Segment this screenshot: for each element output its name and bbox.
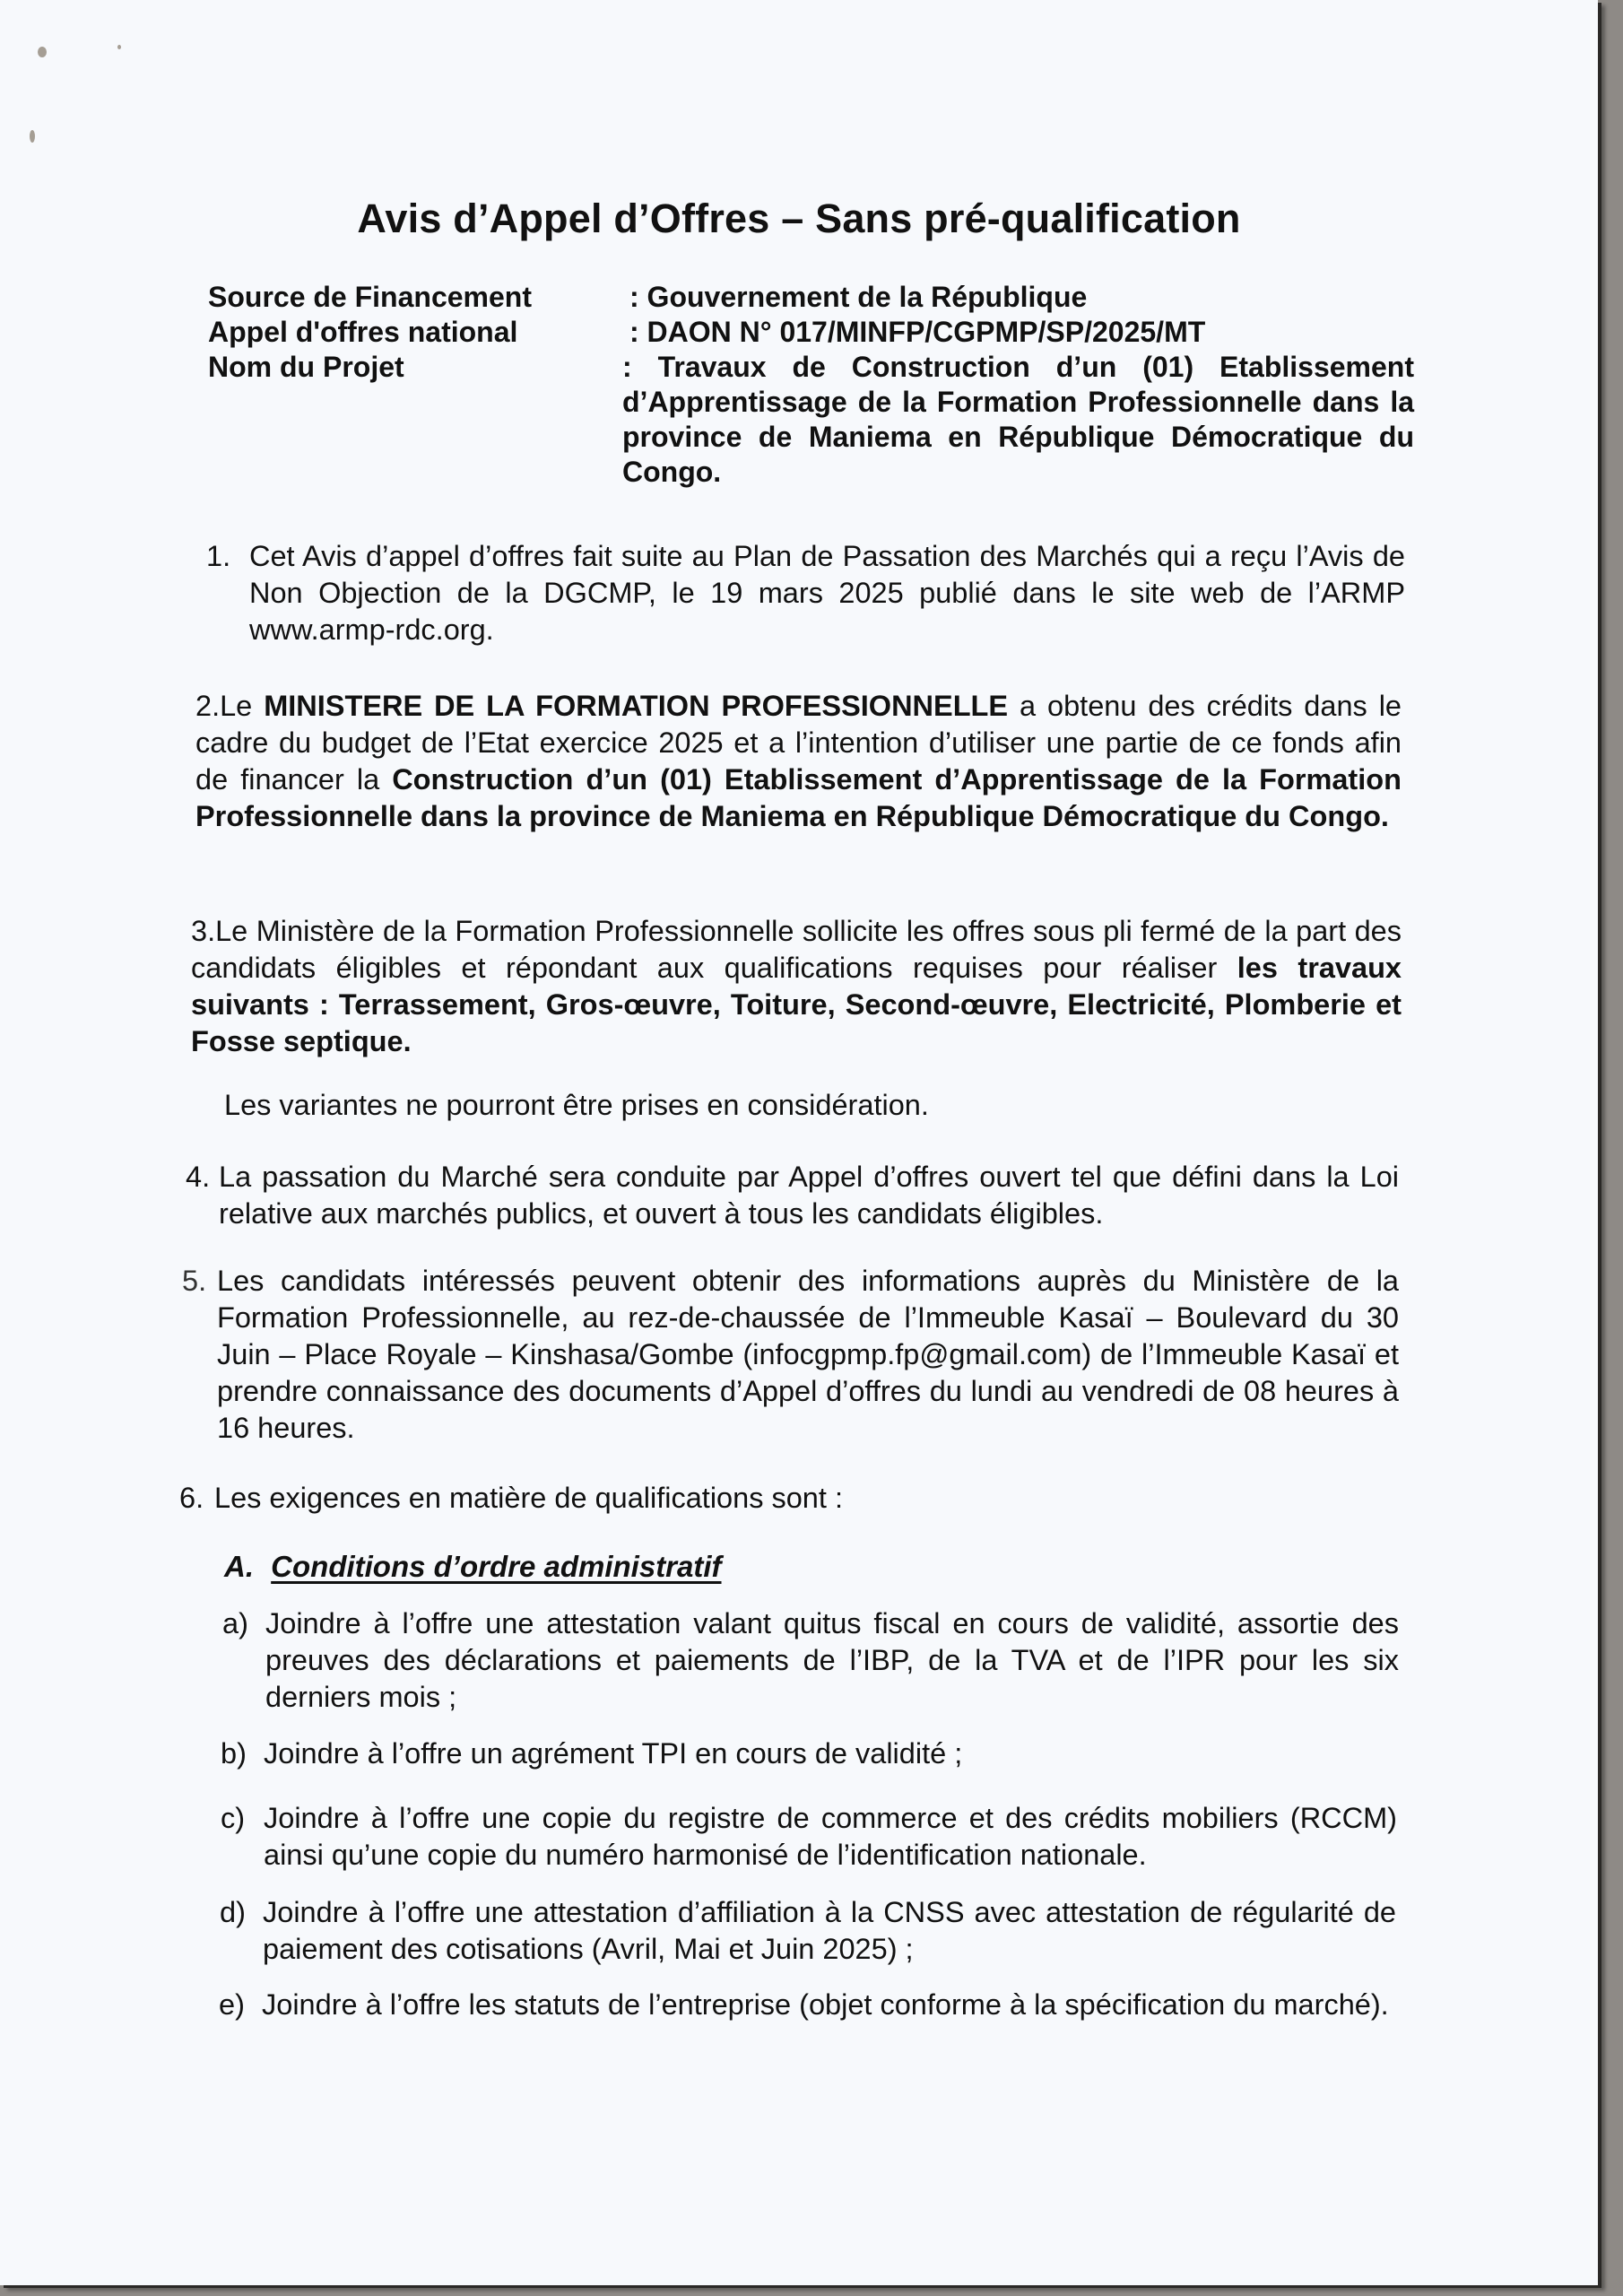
meta-row-funding <box>208 280 1414 315</box>
section-marker: A. <box>224 1550 254 1583</box>
section-title: Conditions d’ordre administratif <box>271 1550 722 1583</box>
list-marker: a) <box>222 1607 248 1639</box>
ministry-name: MINISTERE DE LA FORMATION PROFESSIONNELLE <box>264 690 1009 722</box>
paragraph-number: 2. <box>195 690 221 722</box>
paragraph-text: Le Ministère de la Formation Professionnelle sollicite les offres sous pli fermé de la part des candidats éligibles et répondant aux qualifications requises pour réaliser <box>191 915 1402 984</box>
meta-value: : Travaux de Construction d’un (01) Etablissement d’Apprentissage de la Formation Professionnelle dans la province de Maniema en République Démocratique du Congo. <box>622 351 1414 488</box>
paragraph-6 <box>179 1480 1399 1517</box>
list-marker: b) <box>221 1737 247 1770</box>
paragraph-text: Cet Avis d’appel d’offres fait suite au Plan de Passation des Marchés qui a reçu l’Avis de Non Objection de la DGCMP, le 19 mars 2025 publié dans le site web de l’ARMP www.armp-rdc.org. <box>249 540 1405 646</box>
list-text: Joindre à l’offre une copie du registre de commerce et des crédits mobiliers (RCCM) ainsi qu’une copie du numéro harmonisé de l’identification nationale. <box>264 1802 1397 1871</box>
paragraph-text: Le <box>220 690 265 722</box>
scan-speck <box>30 130 35 143</box>
paragraph-number: 6. <box>179 1482 204 1514</box>
paragraph-number: 5. <box>182 1265 207 1297</box>
list-marker: c) <box>221 1802 246 1834</box>
meta-label: Nom du Projet <box>208 351 404 383</box>
list-marker: e) <box>219 1988 245 2021</box>
meta-label: Appel d'offres national <box>208 316 518 348</box>
meta-value: : Gouvernement de la République <box>629 281 1088 313</box>
meta-row-tender <box>208 315 1414 350</box>
list-item-b <box>221 1735 1397 1772</box>
list-item-a <box>222 1605 1399 1716</box>
list-text: Joindre à l’offre une attestation valant quitus fiscal en cours de validité, assortie des preuves des déclarations et paiements de l’IBP, de la TVA et de l’IPR pour les six derniers mois ; <box>265 1607 1399 1713</box>
variants-note: Les variantes ne pourront être prises en considération. <box>224 1089 929 1121</box>
list-text: Joindre à l’offre les statuts de l’entreprise (objet conforme à la spécification du marché). <box>262 1988 1389 2021</box>
paragraph-text: Les exigences en matière de qualifications sont : <box>214 1482 843 1514</box>
meta-value: : DAON N° 017/MINFP/CGPMP/SP/2025/MT <box>629 316 1206 348</box>
paragraph-3 <box>191 913 1402 1060</box>
list-item-e <box>219 1987 1395 2023</box>
paragraph-text: Les candidats intéressés peuvent obtenir des informations auprès du Ministère de la Formation Professionnelle, au rez-de-chaussée de l’Immeuble Kasaï – Boulevard du 30 Juin – Place Royale – Kinshasa/Gombe (infocgpmp.fp@gmail.com) de l’Immeuble Kasaï et prendre connaissance des documents d’Appel d’offres du lundi au vendredi de 08 heures à 16 heures. <box>217 1265 1399 1444</box>
works-list: les travaux suivants : Terrassement, Gros-œuvre, Toiture, Second-œuvre, Electricité, Plomberie et Fosse septique. <box>191 952 1402 1057</box>
meta-row-project <box>208 350 1414 490</box>
list-item-c <box>221 1800 1397 1874</box>
paragraph-1 <box>206 538 1405 648</box>
project-name: Construction d’un (01) Etablissement d’Apprentissage de la Formation Professionnelle dans la province de Maniema en République Démocratique du Congo. <box>195 763 1402 832</box>
scan-speck <box>38 47 47 57</box>
paragraph-number: 3. <box>191 915 216 947</box>
meta-label: Source de Financement <box>208 281 532 313</box>
paragraph-text: a obtenu des crédits dans le cadre du budget de l’Etat exercice 2025 et a l’intention d’utiliser une partie de ce fonds afin de financer la <box>195 690 1402 796</box>
paragraph-5 <box>182 1263 1399 1447</box>
scan-speck <box>117 45 121 49</box>
list-text: Joindre à l’offre une attestation d’affiliation à la CNSS avec attestation de régularité de paiement des cotisations (Avril, Mai et Juin 2025) ; <box>263 1896 1396 1965</box>
paragraph-number: 4. <box>186 1161 211 1193</box>
list-text: Joindre à l’offre un agrément TPI en cours de validité ; <box>264 1737 963 1770</box>
page-title: Avis d’Appel d’Offres – Sans pré-qualification <box>357 196 1241 241</box>
section-a-heading <box>224 1550 722 1584</box>
list-marker: d) <box>220 1896 246 1928</box>
project-metadata <box>208 280 1414 490</box>
paragraph-2 <box>195 688 1402 835</box>
list-item-d <box>220 1894 1396 1968</box>
paragraph-4 <box>186 1159 1399 1232</box>
paragraph-number: 1. <box>206 540 231 572</box>
paragraph-text: La passation du Marché sera conduite par Appel d’offres ouvert tel que défini dans la Loi relative aux marchés publics, et ouvert à tous les candidats éligibles. <box>219 1161 1399 1230</box>
